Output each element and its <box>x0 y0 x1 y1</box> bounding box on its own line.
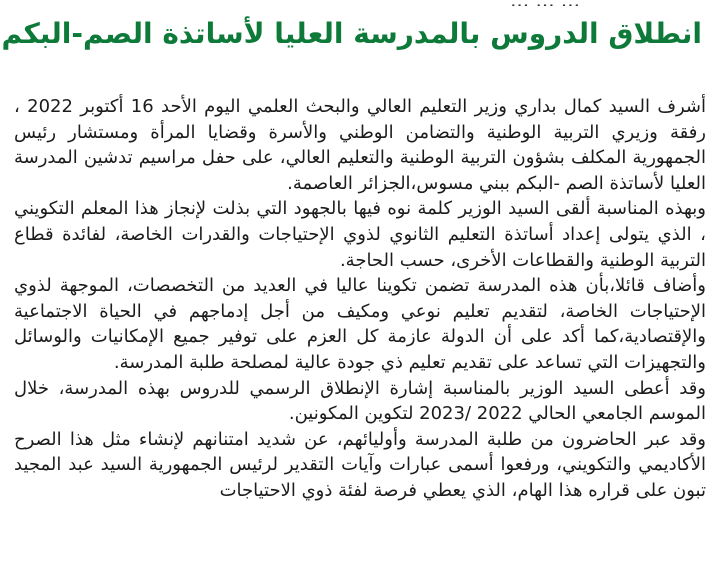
article-paragraph: وقد أعطى السيد الوزير بالمناسبة إشارة الإنطلاق الرسمي للدروس بهذه المدرسة، خلال الموسم الجامعي الحالي 2022 /2023 لتكوين المكونين. <box>14 377 706 425</box>
article-paragraph: وقد عبر الحاضرون من طلبة المدرسة وأوليائهم، عن شديد امتنانهم لإنشاء مثل هذا الصرح الأكاديمي والتكويني، ورفعوا أسمى عبارات وآيات التقدير لرئيس الجمهورية السيد عبد المجيد تبون على قراره هذا الهام، الذي يعطي فرصة لفئة ذوي الاحتياجات <box>14 428 706 501</box>
article-paragraph: وأضاف قائلا،بأن هذه المدرسة تضمن تكوينا عاليا في العديد من التخصصات، الموجهة لذوي الإحتياجات الخاصة، لتقديم تعليم نوعي ومكيف من أجل إدماجهم في الحياة الاجتماعية والإقتصادية،كما أكد على أن الدولة عازمة كل العزم على توفير جميع الإمكانيات والوسائل والتجهيزات التي تساعد على تقديم تعليم ذي جودة عالية لمصلحة طلبة المدرسة. <box>14 275 706 373</box>
article-paragraph: وبهذه المناسبة ألقى السيد الوزير كلمة نوه فيها بالجهود التي بذلت لإنجاز هذا المعلم التكويني ، الذي يتولى إعداد أساتذة التعليم الثانوي لذوي الإحتياجات والقدرات الخاصة، لفائدة قطاع التربية الوطنية والقطاعات الأخرى، حسب الحاجة. <box>14 198 706 271</box>
article-title: انطلاق الدروس بالمدرسة العليا لأساتذة الصم-البكم <box>1 17 702 50</box>
article-paragraph: أشرف السيد كمال بداري وزير التعليم العالي والبحث العلمي اليوم الأحد 16 أكتوبر 2022 ، رفقة وزيري التربية الوطنية والتضامن الوطني والأسرة وقضايا المرأة ومستشار رئيس الجمهورية المكلف بشؤون التربية الوطنية والتعليم العالي، على حفل مراسيم تدشين المدرسة العليا لأساتذة الصم -البكم ببني مسوس،الجزائر العاصمة. <box>14 96 707 194</box>
cropped-top-text <box>510 0 580 6</box>
cropped-top-line <box>0 0 720 6</box>
article-body <box>14 94 706 504</box>
